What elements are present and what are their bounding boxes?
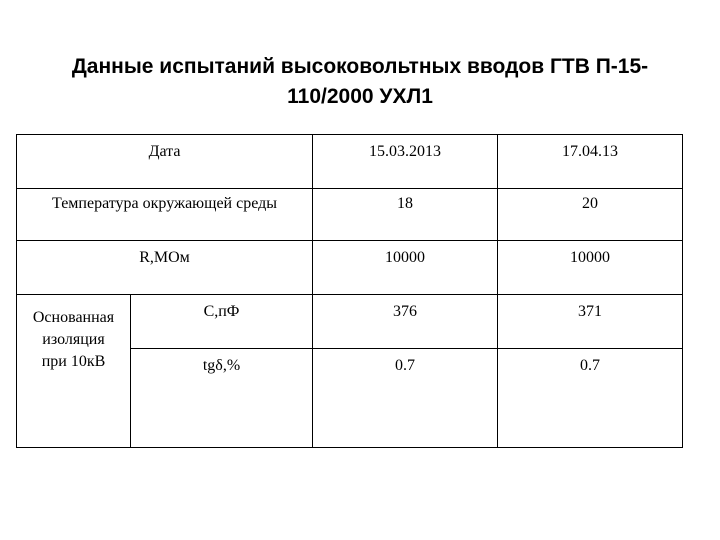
insulation-group-line-1: Основанная [32, 309, 115, 326]
page-title-line-1: Данные испытаний высоковольтных вводов ГТВ П-15- [71, 55, 649, 78]
capacitance-value-2: 371 [498, 295, 683, 349]
date-label: Дата [17, 135, 313, 189]
table-row-resistance [17, 241, 683, 295]
page-title [20, 52, 700, 112]
temperature-value-1: 18 [313, 189, 498, 241]
capacitance-value-1: 376 [313, 295, 498, 349]
temperature-value-2: 20 [498, 189, 683, 241]
table-row-temperature [17, 189, 683, 241]
date-value-1: 15.03.2013 [313, 135, 498, 189]
resistance-value-2: 10000 [498, 241, 683, 295]
date-value-2: 17.04.13 [498, 135, 683, 189]
resistance-label: R,МОм [17, 241, 313, 295]
test-data-table [16, 134, 683, 448]
capacitance-label: С,пФ [131, 295, 313, 349]
temperature-label: Температура окружающей среды [17, 189, 313, 241]
resistance-value-1: 10000 [313, 241, 498, 295]
table-row-capacitance [17, 295, 683, 349]
tan-delta-label: tgδ,% [131, 349, 313, 448]
insulation-group-line-2: изоляция [42, 331, 105, 348]
tan-delta-value-1: 0.7 [313, 349, 498, 448]
insulation-group-label [17, 295, 131, 448]
page-title-line-2: 110/2000 УХЛ1 [287, 85, 433, 108]
table-row-date [17, 135, 683, 189]
tan-delta-value-2: 0.7 [498, 349, 683, 448]
insulation-group-line-3: при 10кВ [41, 353, 106, 370]
